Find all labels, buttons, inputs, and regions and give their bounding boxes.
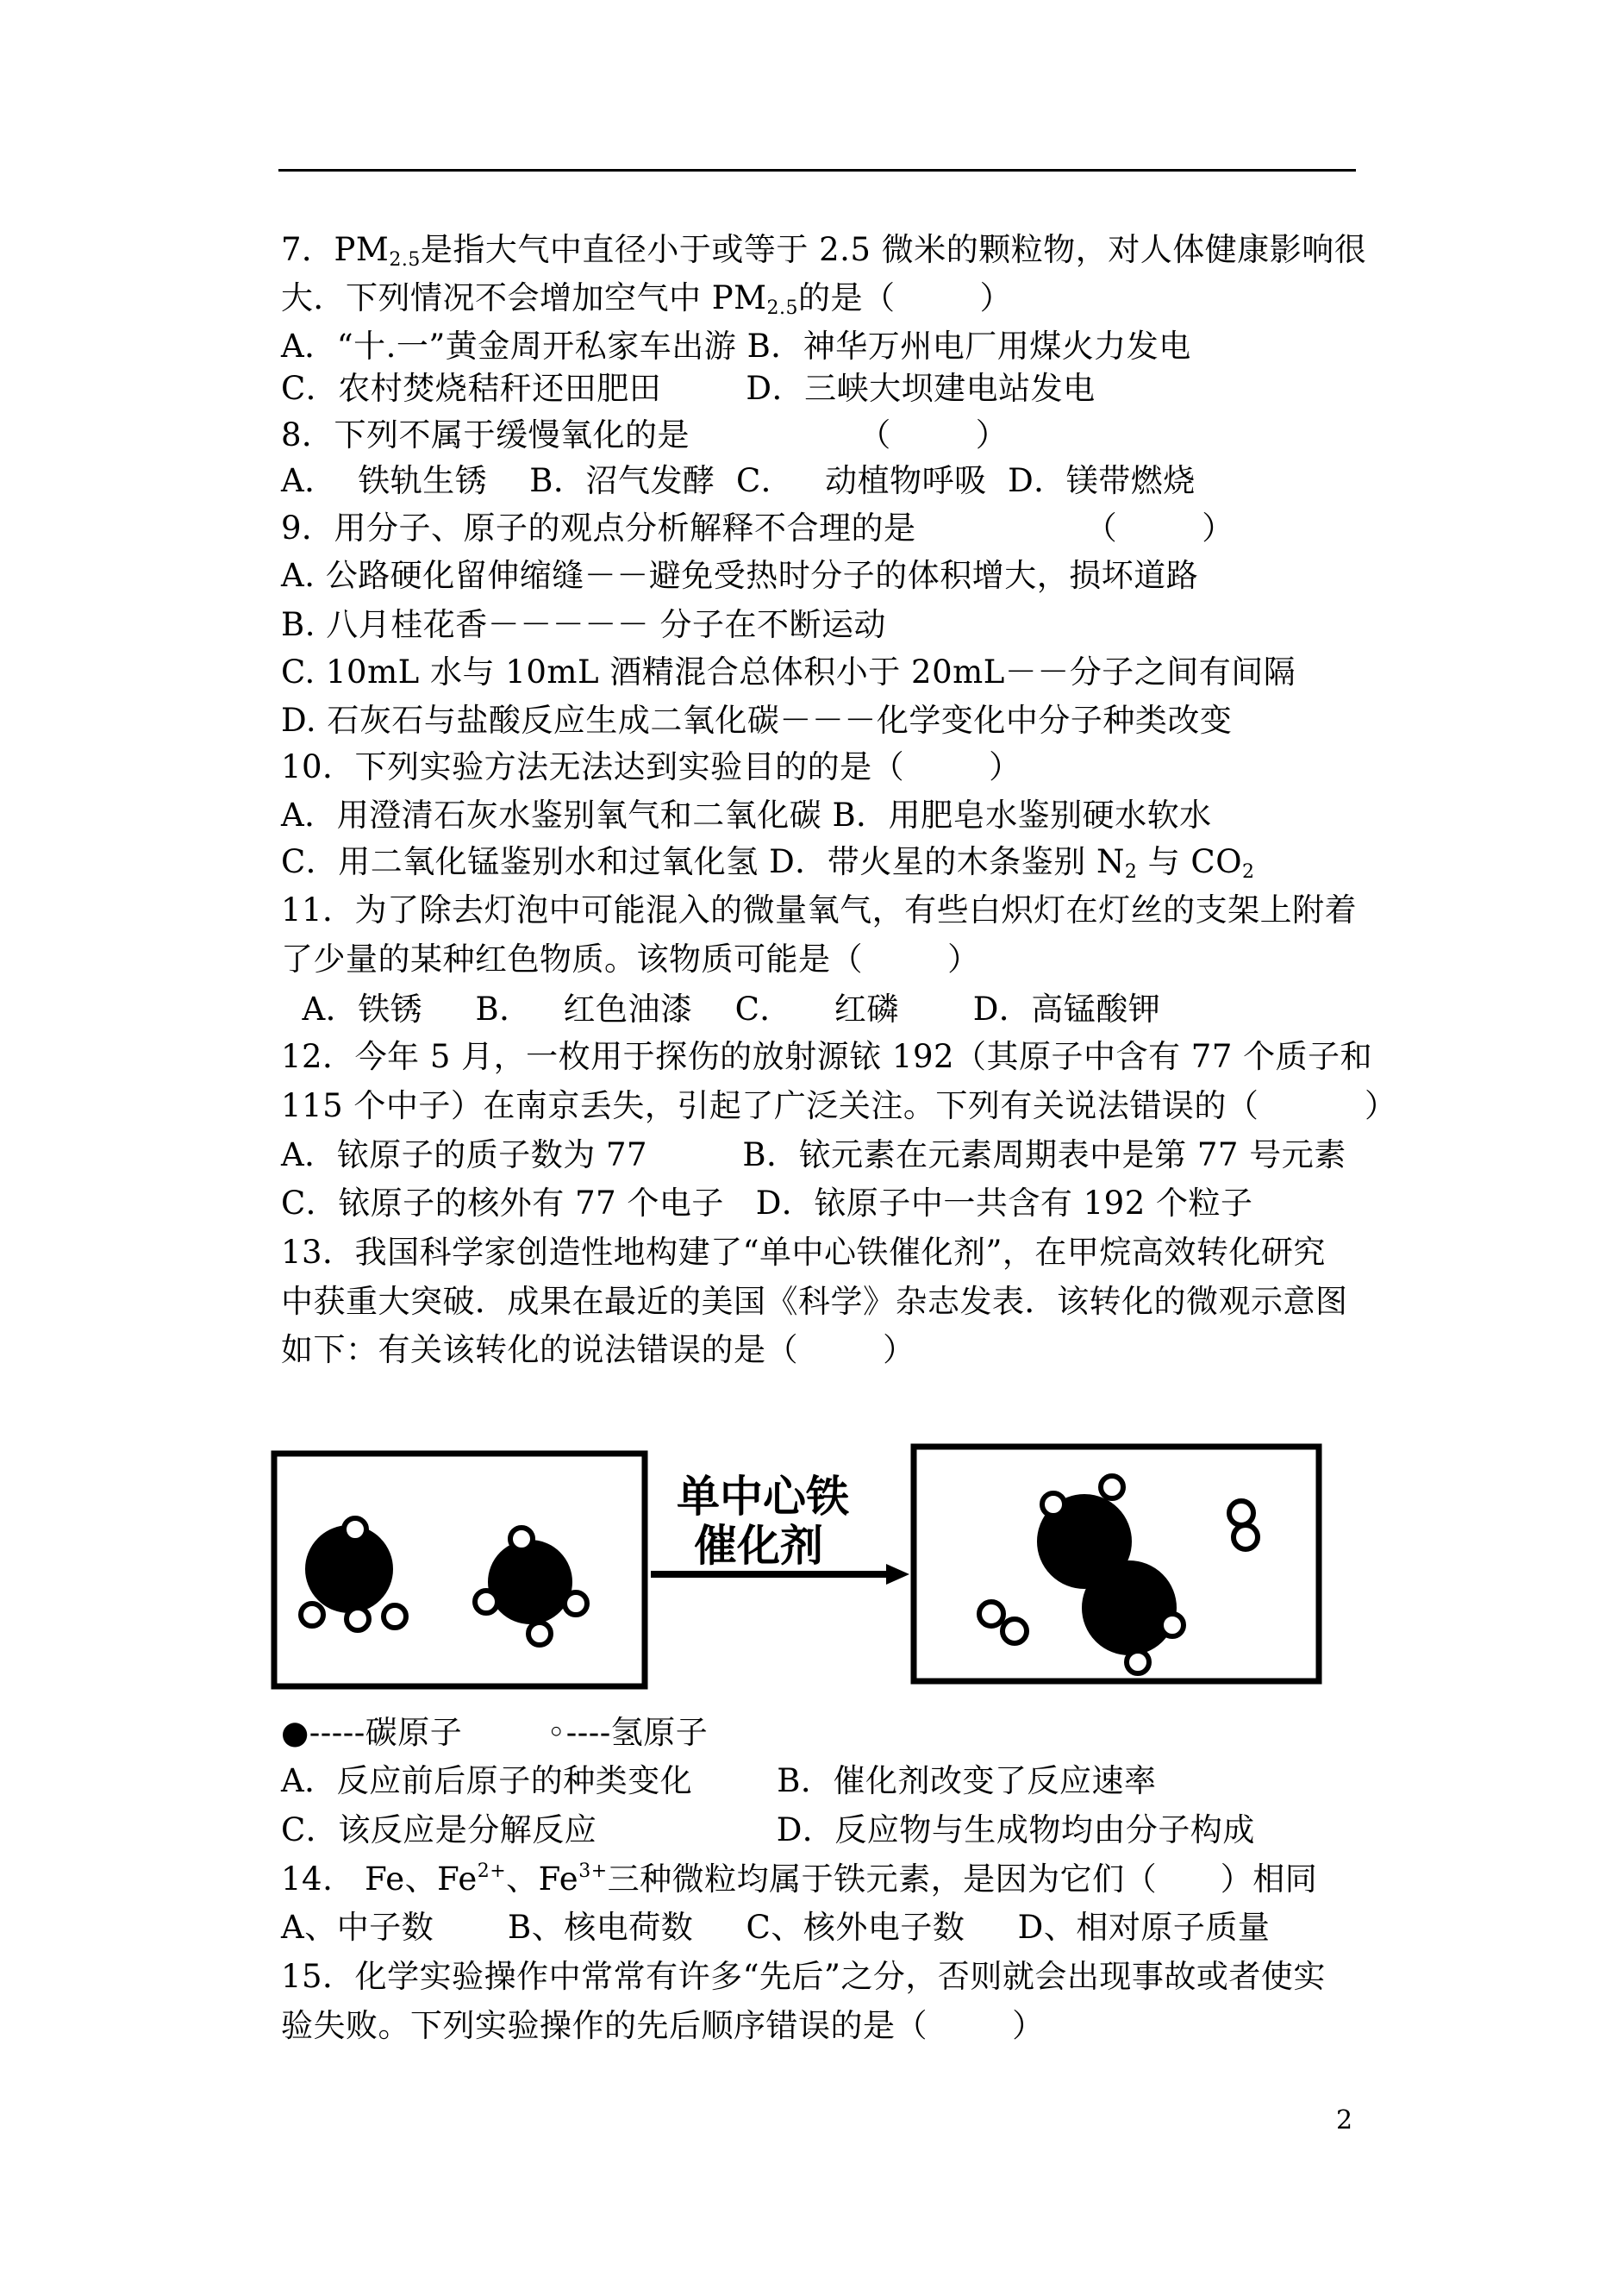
- page-number: 2: [1336, 2105, 1353, 2136]
- q12-stem-line2: 115 个中子）在南京丢失，引起了广泛关注。下列有关说法错误的（ ）: [281, 1087, 1397, 1124]
- q11-stem-line1: 11．为了除去灯泡中可能混入的微量氧气，有些白炽灯在灯丝的支架上附着: [281, 891, 1358, 929]
- q9-stem: 9．用分子、原子的观点分析解释不合理的是 （ ）: [281, 510, 1234, 547]
- q9-option-a: A. 公路硬化留伸缩缝－－避免受热时分子的体积增大，损坏道路: [281, 557, 1199, 594]
- q15-stem-line2: 验失败。下列实验操作的先后顺序错误的是（ ）: [281, 2007, 1045, 2044]
- q9-option-c: C. 10mL 水与 10mL 酒精混合总体积小于 20mL－－分子之间有间隔: [281, 653, 1296, 691]
- q8-options: A． 铁轨生锈 B．沼气发酵 C． 动植物呼吸 D．镁带燃烧: [281, 462, 1196, 499]
- hydrogen-molecule-bottom: [979, 1602, 1027, 1643]
- carbon-atom: [490, 1542, 570, 1622]
- hydrogen-atom: [1161, 1614, 1184, 1636]
- q11-options: A．铁锈 B． 红色油漆 C． 红磷 D．高锰酸钾: [281, 991, 1161, 1028]
- q13-stem-line2: 中获重大突破．成果在最近的美国《科学》杂志发表．该转化的微观示意图: [281, 1283, 1348, 1320]
- reaction-diagram: [267, 1440, 1336, 1698]
- hydrogen-atom: [475, 1591, 497, 1613]
- q8-stem: 8．下列不属于缓慢氧化的是 （ ）: [281, 416, 1009, 453]
- q12-stem-line1: 12．今年 5 月，一枚用于探伤的放射源铱 192（其原子中含有 77 个质子和: [281, 1038, 1373, 1075]
- reaction-arrow-head: [886, 1564, 909, 1585]
- methane-molecule-2: [475, 1528, 587, 1645]
- q14-options: A、中子数 B、核电荷数 C、核外电子数 D、相对原子质量: [281, 1909, 1271, 1946]
- hydrogen-atom: [347, 1608, 369, 1630]
- q9-option-d: D. 石灰石与盐酸反应生成二氧化碳－－－化学变化中分子种类改变: [281, 702, 1233, 739]
- q7-stem-line1: 7．$PM_{2.5}$是指大气中直径小于或等于 2.5 微米的颗粒物，对人体健康影响很: [281, 231, 1367, 271]
- q13-stem-line1: 13．我国科学家创造性地构建了“单中心铁催化剂”，在甲烷高效转化研究: [281, 1234, 1326, 1271]
- q13-options-cd: C．该反应是分解反应 D．反应物与生成物均由分子构成: [281, 1811, 1255, 1848]
- hydrogen-atom: [528, 1623, 551, 1645]
- methane-molecule-1: [301, 1518, 406, 1630]
- q15-stem-line1: 15．化学实验操作中常常有许多“先后”之分，否则就会出现事故或者使实: [281, 1958, 1326, 1995]
- q13-options-ab: A．反应前后原子的种类变化 B．催化剂改变了反应速率: [281, 1762, 1157, 1799]
- q10-options-cd: C．用二氧化锰鉴别水和过氧化氢 D．带火星的木条鉴别 $N_2$ 与 $CO_2$: [281, 843, 1255, 883]
- q7-options-ab: A．“十.一”黄金周开私家车出游 B．神华万州电厂用煤火力发电: [281, 328, 1191, 365]
- q10-stem: 10．下列实验方法无法达到实验目的的是（ ）: [281, 748, 1021, 785]
- q7-options-cd: C．农村焚烧秸秆还田肥田 D．三峡大坝建电站发电: [281, 370, 1096, 407]
- q13-stem-line3: 如下：有关该转化的说法错误的是（ ）: [281, 1331, 915, 1368]
- q9-option-b: B. 八月桂花香－－－－－ 分子在不断运动: [281, 606, 886, 643]
- hydrogen-atom: [1127, 1651, 1149, 1673]
- q11-stem-line2: 了少量的某种红色物质。该物质可能是（ ）: [281, 941, 980, 978]
- hydrogen-atom: [510, 1528, 533, 1550]
- catalyst-label-line2: 催化剂: [694, 1521, 823, 1571]
- carbon-atom: [1084, 1563, 1174, 1653]
- q13-legend: ●-----碳原子 ◦----氢原子: [281, 1714, 709, 1751]
- hydrogen-atom: [565, 1592, 587, 1615]
- q7-stem-line2: 大．下列情况不会增加空气中 $PM_{2.5}$的是（ ）: [281, 279, 1013, 319]
- q12-options-cd: C．铱原子的核外有 77 个电子 D．铱原子中一共含有 192 个粒子: [281, 1185, 1253, 1222]
- hydrogen-molecule-top: [1229, 1501, 1258, 1549]
- header-rule: [278, 169, 1356, 172]
- hydrogen-atom: [1229, 1501, 1253, 1525]
- hydrogen-atom: [344, 1518, 366, 1541]
- hydrogen-atom: [1003, 1619, 1027, 1643]
- q12-options-ab: A．铱原子的质子数为 77 B．铱元素在元素周期表中是第 77 号元素: [281, 1136, 1346, 1173]
- hydrogen-atom: [1042, 1493, 1065, 1516]
- hydrogen-atom: [1234, 1525, 1258, 1549]
- q10-options-ab: A．用澄清石灰水鉴别氧气和二氧化碳 B．用肥皂水鉴别硬水软水: [281, 797, 1212, 834]
- hydrogen-atom: [1101, 1476, 1123, 1498]
- hydrogen-atom: [979, 1602, 1003, 1626]
- catalyst-label-line1: 单中心铁: [677, 1472, 849, 1522]
- q14-stem: 14. Fe、$Fe^{2+}$、$Fe^{3+}$三种微粒均属于铁元素，是因为它们（ ）相同: [281, 1860, 1318, 1898]
- hydrogen-atom: [301, 1604, 323, 1626]
- hydrogen-atom: [384, 1605, 406, 1628]
- ethylene-molecule: [1040, 1476, 1184, 1673]
